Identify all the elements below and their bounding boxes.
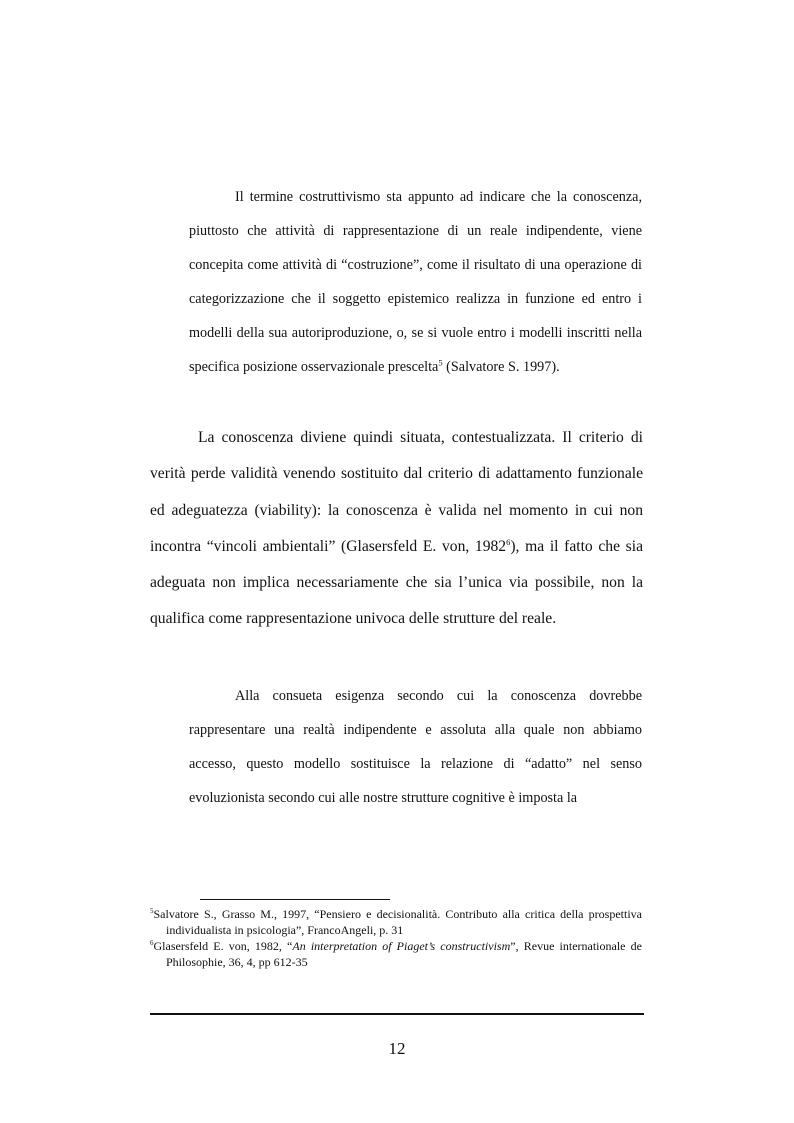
- footnote-separator: [200, 899, 390, 900]
- quote1-text: Il termine costruttivismo sta appunto ad indicare che la conoscenza, piuttosto che attività di rappresentazione di un reale indipendente, viene concepita come attività di “costruzione”, come il risultato di una operazione di categorizzazione che il soggetto epistemico realizza in funzione ed entro i modelli della sua autoriproduzione, o, se si vuole entro i modelli inscritti nella specifica posizione osservazionale prescelta: [189, 189, 642, 375]
- footnote-ref-6[interactable]: 6: [506, 536, 511, 547]
- block-quote-constructivism: [189, 180, 642, 384]
- page-number: 12: [388, 1039, 406, 1058]
- quote1-citation: (Salvatore S. 1997).: [442, 359, 560, 375]
- quote2-text: Alla consueta esigenza secondo cui la conoscenza dovrebbe rappresentare una realtà indipendente e assoluta alla quale non abbiamo accesso, questo modello sostituisce la relazione di “adatto” nel senso evoluzionista secondo cui alle nostre strutture cognitive è imposta la: [189, 688, 642, 806]
- footnote-6: $^6$Glasersfeld E. von, 1982, “An interpretation of Piaget’s constructivism”, Revue internationale de Philosophie, 36, 4, pp 612-35: [150, 939, 642, 969]
- footnote-6-text-after: ”, Revue internationale de Philosophie, 36, 4, pp 612-35: [166, 939, 642, 969]
- body-paragraph-knowledge: [150, 420, 643, 638]
- body-text-before-ref: La conoscenza diviene quindi situata, contestualizzata. Il criterio di verità perde validità venendo sostituito dal criterio di adattamento funzionale ed adeguatezza (viability): la conoscenza è valida nel momento in cui non incontra “vincoli ambientali” (Glasersfeld E. von, 1982: [150, 429, 643, 555]
- footnote-6-title-italic: An interpretation of Piaget’s constructivism: [292, 939, 511, 953]
- footnote-6-text-before: Glasersfeld E. von, 1982, “: [153, 939, 293, 953]
- footnote-5-text: Salvatore S., Grasso M., 1997, “Pensiero e decisionalità. Contributo alla critica della prospettiva individualista in psicologia”, FrancoAngeli, p. 31: [153, 907, 642, 937]
- footnote-5: $^5$Salvatore S., Grasso M., 1997, “Pensiero e decisionalità. Contributo alla critica della prospettiva individualista in psicologia”, FrancoAngeli, p. 31: [150, 907, 642, 937]
- block-quote-adaptation: [189, 679, 642, 815]
- footnote-ref-5[interactable]: 5: [438, 357, 443, 368]
- footnotes: [150, 906, 642, 970]
- page-bottom-rule: [150, 1013, 644, 1015]
- body-text-after-ref: ), ma il fatto che sia adeguata non implica necessariamente che sia l’unica via possibile, non la qualifica come rappresentazione univoca delle strutture del reale.: [150, 537, 643, 628]
